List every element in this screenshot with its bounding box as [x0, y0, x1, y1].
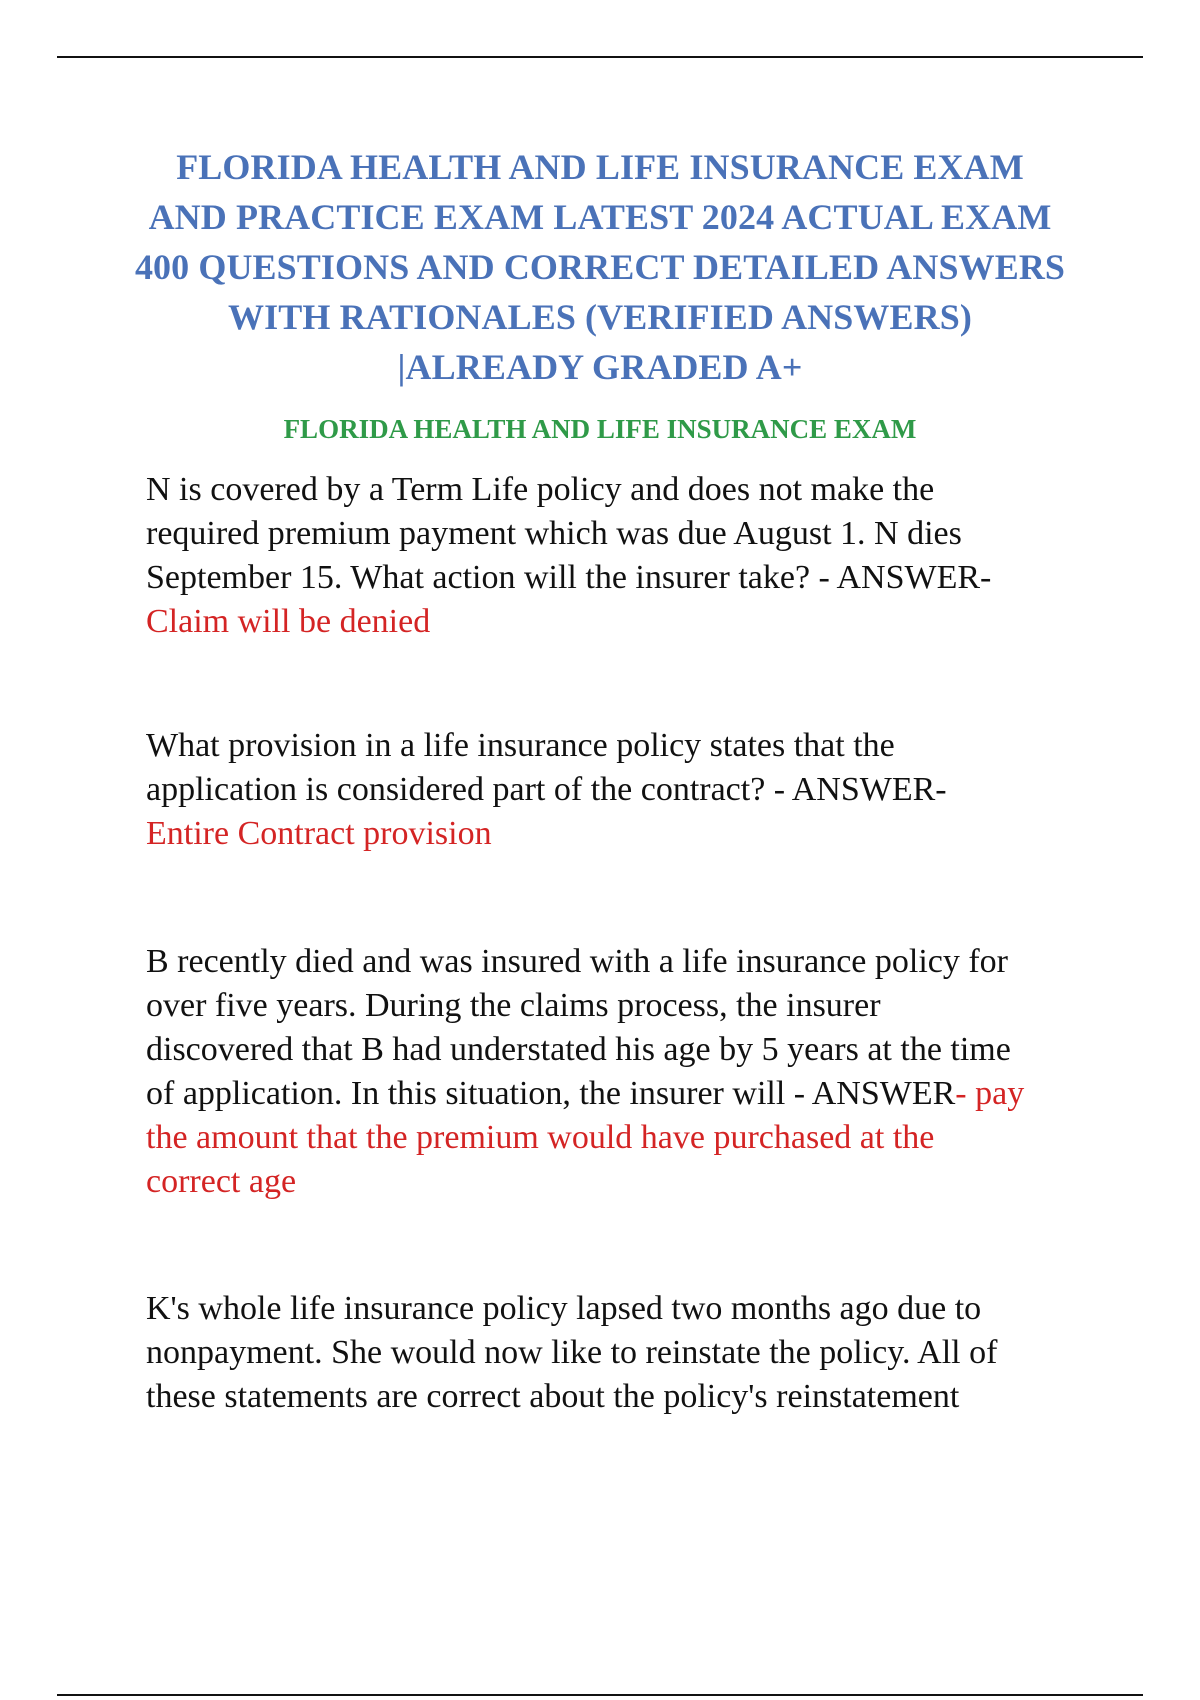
answer-line: the amount that the premium would have purchased at the [146, 1119, 935, 1156]
section-subtitle: FLORIDA HEALTH AND LIFE INSURANCE EXAM [283, 414, 917, 444]
answer-line: Entire Contract provision [146, 815, 492, 852]
question-block-2 [146, 724, 1106, 856]
title-line: |ALREADY GRADED A+ [397, 347, 803, 387]
question-block-3 [146, 940, 1106, 1204]
bottom-rule [57, 1694, 1143, 1696]
question-line: application is considered part of the contract? - ANSWER- [146, 771, 947, 808]
document-title [100, 142, 1100, 392]
top-rule [57, 56, 1143, 58]
answer-line: correct age [146, 1163, 297, 1200]
answer-text: - pay [955, 1075, 1025, 1112]
question-block-4 [146, 1287, 1106, 1419]
question-line: over five years. During the claims process, the insurer [146, 987, 881, 1024]
question-mixed-line [146, 1072, 1106, 1116]
title-line: WITH RATIONALES (VERIFIED ANSWERS) [228, 297, 972, 337]
question-line: B recently died and was insured with a life insurance policy for [146, 943, 1009, 980]
question-line: K's whole life insurance policy lapsed two months ago due to [146, 1290, 982, 1327]
question-line: required premium payment which was due August 1. N dies [146, 515, 962, 552]
question-line: these statements are correct about the policy's reinstatement [146, 1378, 960, 1415]
question-line: discovered that B had understated his age by 5 years at the time [146, 1031, 1011, 1068]
title-line: 400 QUESTIONS AND CORRECT DETAILED ANSWERS [134, 247, 1066, 287]
question-line: September 15. What action will the insurer take? - ANSWER- [146, 559, 992, 596]
title-line: FLORIDA HEALTH AND LIFE INSURANCE EXAM [176, 147, 1024, 187]
question-text: of application. In this situation, the insurer will - ANSWER [146, 1075, 956, 1112]
question-line: N is covered by a Term Life policy and does not make the [146, 471, 935, 508]
title-line: AND PRACTICE EXAM LATEST 2024 ACTUAL EXAM [148, 197, 1052, 237]
answer-line: Claim will be denied [146, 603, 431, 640]
question-line: What provision in a life insurance policy states that the [146, 727, 895, 764]
question-block-1 [146, 468, 1106, 644]
question-line: nonpayment. She would now like to reinstate the policy. All of [146, 1334, 998, 1371]
